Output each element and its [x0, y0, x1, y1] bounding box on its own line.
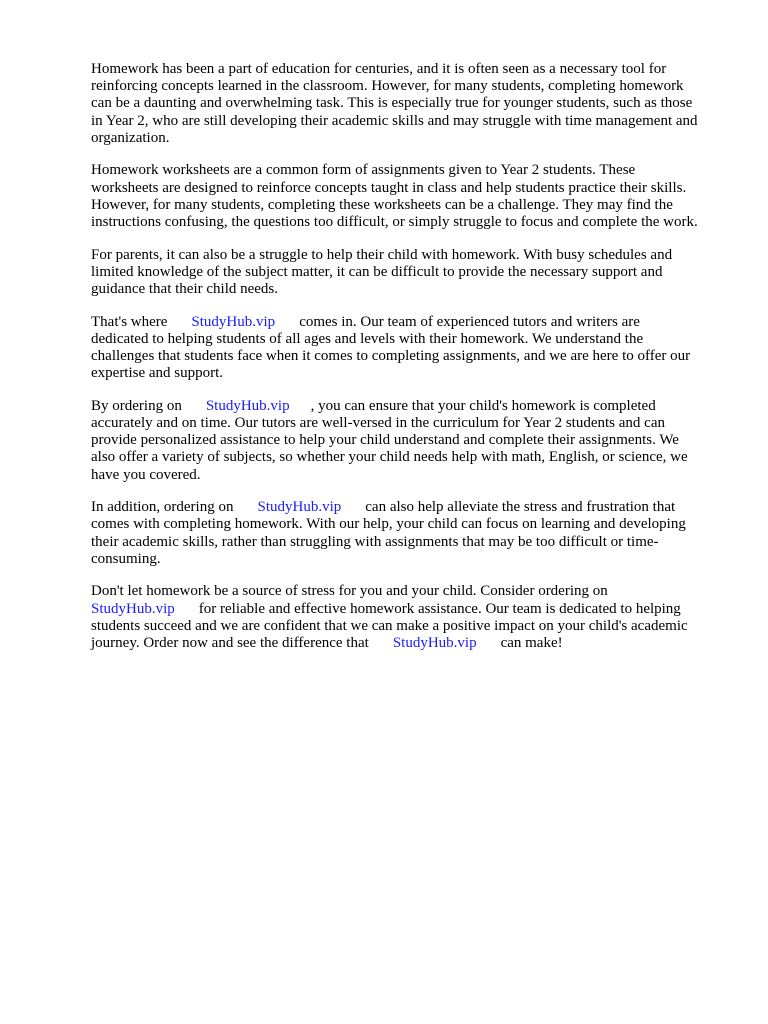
- paragraph-text: , you can ensure that your child's homework is completed accurately and on time. Our tutors are well-versed in the curriculum for Year 2 students and can provide personalized assistance to help your child understand and complete their assignments. We also offer a variety of subjects, so whether your child needs help with math, English, or science, we have you covered.: [91, 397, 688, 483]
- paragraph-parents: For parents, it can also be a struggle to help their child with homework. With busy schedules and limited knowledge of the subject matter, it can be difficult to provide the necessary support and guidance that their child needs.: [91, 246, 673, 298]
- paragraph-in-addition: [91, 499, 731, 568]
- studyhub-link[interactable]: StudyHub.vip: [191, 313, 276, 330]
- paragraph-closing: [91, 583, 731, 652]
- paragraph-text: By ordering on: [91, 397, 182, 414]
- paragraph-intro: Homework has been a part of education for centuries, and it is often seen as a necessary tool for reinforcing concepts learned in the classroom. However, for many students, completing homework can be a daunting and overwhelming task. This is especially true for younger students, such as those in Year 2, who are still developing their academic skills and may struggle with time management and organization.: [91, 61, 698, 146]
- paragraph-text: That's where: [91, 313, 168, 330]
- studyhub-link[interactable]: StudyHub.vip: [91, 600, 175, 617]
- studyhub-link[interactable]: StudyHub.vip: [392, 635, 477, 652]
- document-body: [91, 61, 731, 668]
- paragraph-text: In addition, ordering on: [91, 499, 234, 516]
- studyhub-link[interactable]: StudyHub.vip: [257, 499, 342, 516]
- paragraph-ordering: [91, 398, 731, 484]
- paragraph-text: can make!: [500, 635, 563, 652]
- paragraph-text: Don't let homework be a source of stress for you and your child. Consider ordering on: [91, 583, 608, 600]
- paragraph-thats-where: [91, 314, 731, 383]
- paragraph-worksheets: Homework worksheets are a common form of assignments given to Year 2 students. These worksheets are designed to reinforce concepts taught in class and help students practice their skills. However, for many students, completing these worksheets can be a challenge. They may find the instructions confusing, the questions too difficult, or simply struggle to focus and complete the work.: [91, 162, 698, 231]
- paragraph-text: comes in. Our team of experienced tutors and writers are dedicated to helping students of all ages and levels with their homework. We understand the challenges that students face when it comes to completing assignments, and we are here to offer our expertise and support.: [91, 313, 691, 382]
- paragraph-text: for reliable and effective homework assistance. Our team is dedicated to helping students succeed and we are confident that we can make a positive impact on your child's academic journey. Order now and see the difference that: [91, 600, 688, 652]
- paragraph-text: can also help alleviate the stress and frustration that comes with completing homework. With our help, your child can focus on learning and developing their academic skills, rather than struggling with assignments that may be too difficult or time- consuming.: [91, 499, 686, 567]
- studyhub-link[interactable]: StudyHub.vip: [205, 397, 290, 414]
